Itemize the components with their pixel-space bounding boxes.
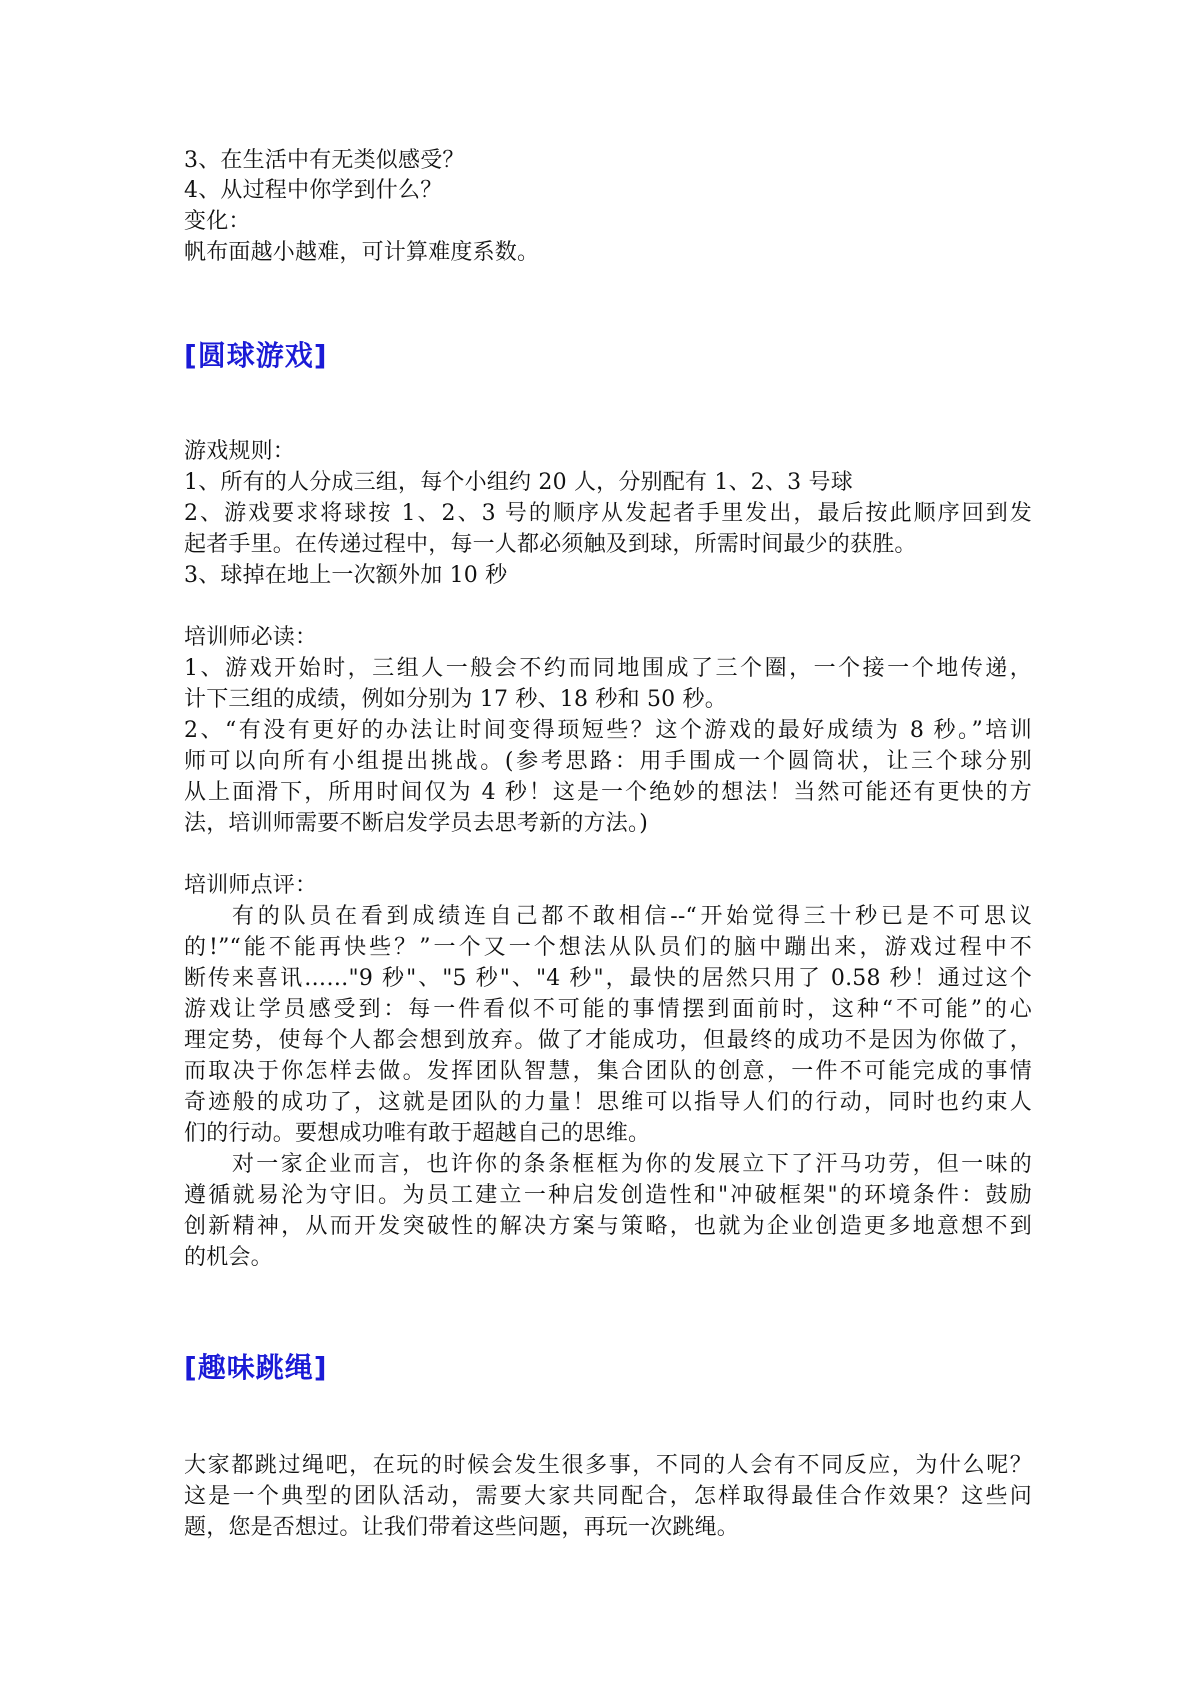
comment-title: 培训师点评： (184, 873, 318, 898)
rules-title: 游戏规则： (184, 439, 296, 464)
intro-variation-text: 帆布面越小越难，可计算难度系数。 (184, 240, 540, 265)
comment-line: 理定势，使每个人都会想到放弃。做了才能成功，但最终的成功不是因为你做了， (184, 1028, 1032, 1053)
must-read-line: 2、“有没有更好的办法让时间变得顼短些？这个游戏的最好成绩为 8 秒。”培训 (184, 718, 1032, 743)
must-read-line: 师可以向所有小组提出挑战。(参考思路：用手围成一个圆筒状，让三个球分别 (184, 749, 1032, 774)
must-read-line: 法，培训师需要不断启发学员去思考新的方法。) (184, 811, 648, 836)
must-read-line: 计下三组的成绩，例如分别为 17 秒、18 秒和 50 秒。 (184, 687, 727, 712)
section-heading-jump-rope: [趣味跳绳] (184, 1351, 328, 1384)
section-heading-ball-game: [圆球游戏] (184, 339, 328, 372)
rule-line: 1、所有的人分成三组，每个小组约 20 人，分别配有 1、2、3 号球 (184, 470, 853, 495)
intro-variation-label: 变化： (184, 209, 251, 234)
comment-line: 奇迹般的成功了，这就是团队的力量！思维可以指导人们的行动，同时也约束人 (184, 1090, 1032, 1115)
intro-question-3: 3、在生活中有无类似感受？ (184, 148, 465, 173)
must-read-line: 从上面滑下，所用时间仅为 4 秒！这是一个绝妙的想法！当然可能还有更快的方 (184, 780, 1032, 805)
rule-line: 起者手里。在传递过程中，每一人都必须触及到球，所需时间最少的获胜。 (184, 532, 917, 557)
comment-line: 创新精神，从而开发突破性的解决方案与策略，也就为企业创造更多地意想不到 (184, 1214, 1032, 1239)
comment-line: 对一家企业而言，也许你的条条框框为你的发展立下了汗马功劳，但一味的 (232, 1152, 1032, 1177)
jump-rope-line: 这是一个典型的团队活动，需要大家共同配合，怎样取得最佳合作效果？这些问 (184, 1484, 1032, 1509)
comment-line: 遵循就易沦为守旧。为员工建立一种启发创造性和"冲破框架"的环境条件：鼓励 (184, 1183, 1032, 1208)
rule-line: 3、球掉在地上一次额外加 10 秒 (184, 563, 508, 588)
jump-rope-line: 大家都跳过绳吧，在玩的时候会发生很多事，不同的人会有不同反应，为什么呢？ (184, 1453, 1032, 1478)
comment-line: 游戏让学员感受到：每一件看似不可能的事情摆到面前时，这种“不可能”的心 (184, 997, 1032, 1022)
jump-rope-line: 题，您是否想过。让我们带着这些问题，再玩一次跳绳。 (184, 1515, 740, 1540)
comment-line: 们的行动。要想成功唯有敢于超越自己的思维。 (184, 1121, 651, 1146)
comment-line: 断传来喜讯……"9 秒"、"5 秒"、"4 秒"，最快的居然只用了 0.58 秒！通过这个 (184, 966, 1032, 991)
comment-line: 而取决于你怎样去做。发挥团队智慧，集合团队的创意，一件不可能完成的事情 (184, 1059, 1032, 1084)
intro-question-4: 4、从过程中你学到什么？ (184, 178, 443, 203)
must-read-line: 1、游戏开始时，三组人一般会不约而同地围成了三个圈，一个接一个地传递， (184, 656, 1032, 681)
must-read-title: 培训师必读： (184, 625, 318, 650)
comment-line: 的!”“能不能再快些？”一个又一个想法从队员们的脑中蹦出来，游戏过程中不 (184, 935, 1032, 960)
rule-line: 2、游戏要求将球按 1、2、3 号的顺序从发起者手里发出，最后按此顺序回到发 (184, 501, 1032, 526)
comment-line: 有的队员在看到成绩连自己都不敢相信--“开始觉得三十秒已是不可思议 (232, 904, 1032, 929)
comment-line: 的机会。 (184, 1245, 273, 1270)
